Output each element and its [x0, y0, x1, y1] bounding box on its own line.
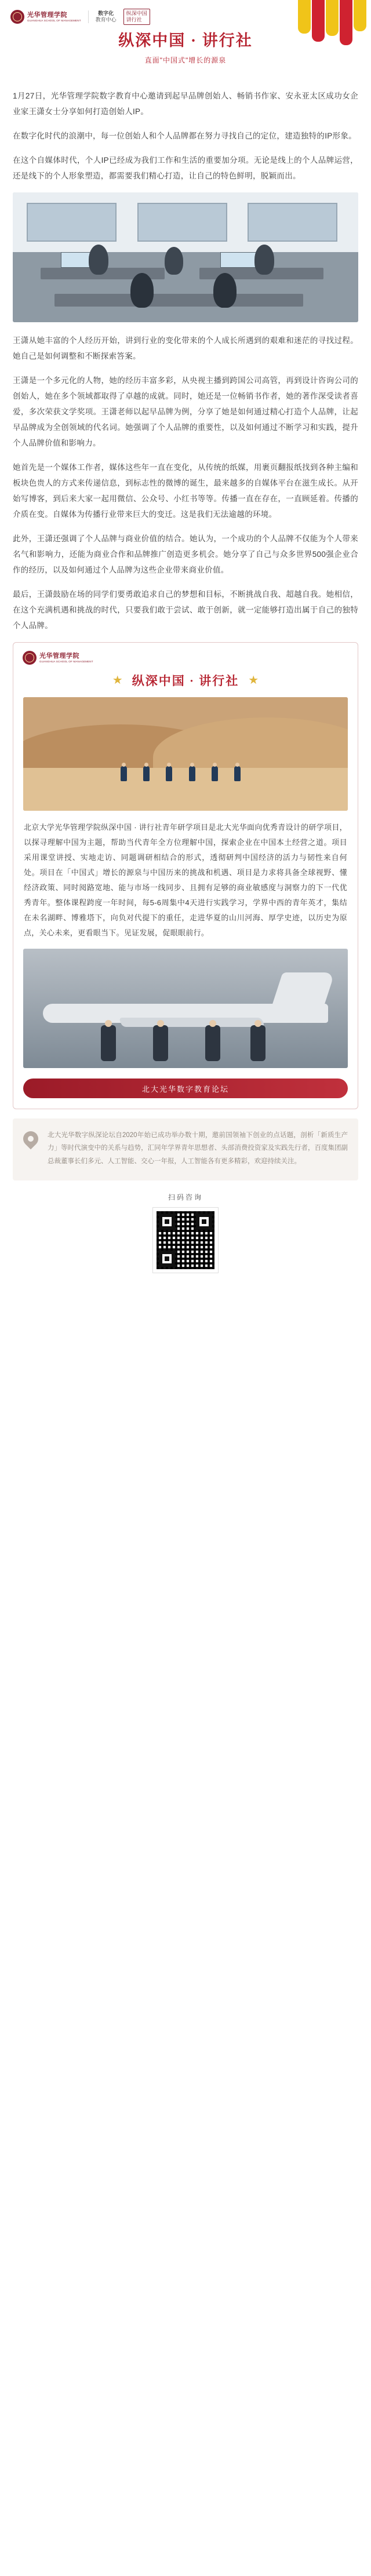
program-badge-line2: 讲行社: [126, 17, 142, 23]
paragraph: 在这个自媒体时代，个人IP已经成为我们工作和生活的重要加分项。无论是线上的个人品牌运营，还是线下的个人形象塑造，都需要我们精心打造，让自己的特色鲜明，脱颖而出。: [13, 156, 358, 180]
paragraph: 1月27日，光华管理学院数字教育中心邀请到起早品牌创始人、畅销书作家、安永亚太区成功女企业家王潇女士分享如何打造创始人IP。: [13, 92, 358, 116]
airplane-photo: [23, 949, 348, 1068]
qr-label: 扫码咨询: [168, 1193, 203, 1202]
school-logo: [10, 10, 81, 24]
location-pin-icon: [23, 1131, 38, 1151]
program-card: [13, 642, 358, 1109]
program-badge: [123, 9, 150, 25]
divider: [88, 10, 89, 23]
qr-code-icon[interactable]: [153, 1208, 218, 1273]
school-logo-cn: 光华管理学院: [27, 12, 67, 19]
article-body: [0, 79, 371, 633]
article-header: [0, 0, 371, 79]
desert-photo: [23, 697, 348, 811]
star-icon: ★: [248, 674, 259, 687]
paragraph: 她首先是一个媒体工作者，媒体这些年一直在变化，从传统的纸媒，用裹页翻报纸找到各种主编和板块色贵人的方式来传递信息，到标志性的微博的诞生，最来越多的自媒体平台在滋生成长。从开始写博客，到后来大家一起用微信、公众号、小红书等等。传播一直在存在，一直顾延着。传播的介质在变。自媒体为传播行业带来巨大的变迁。这是我们无法逾越的环境。: [13, 463, 358, 519]
ribbon-decoration: [291, 0, 371, 48]
badge-bottom-label: 教育中心: [95, 17, 117, 23]
page-subtitle: 直面"中国式"增长的源泉: [144, 56, 227, 64]
card-school-logo: [23, 651, 93, 665]
paragraph: 在数字化时代的浪潮中，每一位创始人和个人品牌都在努力寻找自己的定位，建造独特的IP形象。: [13, 132, 357, 140]
program-badge-line1: 纵深中国: [126, 10, 147, 17]
school-seal-icon: [23, 651, 37, 665]
footer-note: [13, 1118, 358, 1180]
badge-top-label: 数字化: [98, 10, 114, 16]
card-logo-cn: 光华管理学院: [39, 653, 79, 660]
card-logo-en: GUANGHUA SCHOOL OF MANAGEMENT: [39, 660, 93, 663]
lecture-photo: [13, 192, 358, 322]
page-title: 纵深中国 · 讲行社: [118, 32, 253, 49]
card-description: [13, 811, 358, 941]
card-description-text: 北京大学光华管理学院纵深中国 · 讲行社青年研学项目是北大光华面向优秀青设计的研学项目，以探寻理解中国为主题，帮助当代青年全方位理解中国，探索企业在中国本土经营之道。项目采用课堂讲授、实地走访、同题调研相结合的形式，透彻研判中国经济的活力与韧性来自何处。项目在「中国式」增长的源泉与中国历来的挑战和机遇、项目是力求将具备全球视野、懂经济政策、同时阅路宽地、能与市场一线同步、且拥有足够的商业敏感度与洞察力的下一代优秀青年。整体课程跨度一年时间，每5-6周集中4天进行实践学习，学界中西的青年英才，集结在未名湖畔、博雅塔下，向负对代提下的重任，走进华夏的山川河海、厚学史迹，以历史为原点，关心未来，更看眼当下。见证发展，促眼眼前行。: [24, 823, 347, 937]
paragraph: 最后，王潇鼓励在场的同学们要勇敢追求自己的梦想和目标，不断挑战自我、超越自我。她相信，在这个充满机遇和挑战的时代，只要我们敢于尝试、敢于创新，就一定能够打造出属于自己的独特个人品牌。: [13, 590, 358, 630]
paragraph: 此外，王潇还强调了个人品牌与商业价值的结合。她认为，一个成功的个人品牌不仅能为个人带来名气和影响力，还能为商业合作和品牌推广创造更多机会。她分享了自己与众多世界500强企业合作的经历，以及如何通过个人品牌为这些企业带来商业价值。: [13, 534, 358, 574]
school-seal-icon: [10, 10, 24, 24]
school-logo-en: GUANGHUA SCHOOL OF MANAGEMENT: [27, 19, 81, 22]
forum-banner: 北大光华数字教育论坛: [23, 1079, 348, 1098]
paragraph: 王潇是一个多元化的人物，她的经历丰富多彩，从央视主播到跨国公司高管，再到设计咨询公司的创始人，她在多个领域都取得了卓越的成就。同时，她还是一位畅销书作者，她的著作深受读者喜爱，多次荣获文学奖项。王潇老师以起早品牌为例，分享了她是如何通过精心打造个人品牌，让起早品牌成为全创领域的代名词。她强调了个人品牌的重要性，以及如何通过不断学习和实践，提升个人品牌价值和影响力。: [13, 376, 358, 447]
paragraph: 王潇从她丰富的个人经历开始，讲到行业的变化带来的个人成长所遇到的艰难和迷茫的寻找过程。她自己是如何调整和不断探索答案。: [13, 336, 358, 360]
star-icon: ★: [112, 674, 123, 687]
card-header: [13, 643, 358, 689]
qr-section: [0, 1180, 371, 1288]
card-title: 纵深中国 · 讲行社: [132, 674, 239, 688]
footer-text: 北大光华数字纵深论坛自2020年始已成功举办数十期，邀前国领袖下创业的点话题，剖析「新质生产力」等时代演变中的关系与趋势，汇同年学界青年思想者、头部消费投资家及实践先行者，百度集团副总裁董事长们多元、人工智能、交心一年报，人工智能各有更多精彩，欢迎持续关注。: [48, 1132, 348, 1165]
digital-center-badge: [96, 10, 117, 24]
